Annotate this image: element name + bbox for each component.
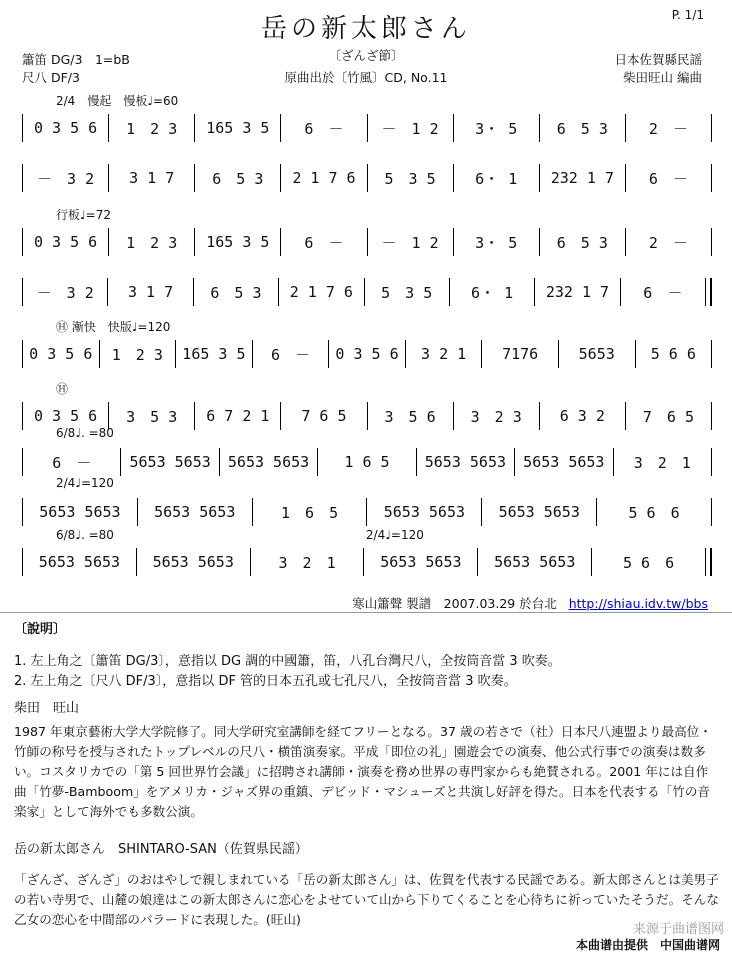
measure: 5653 [578, 345, 615, 363]
score-system-9 [22, 528, 712, 582]
note-item-1: 1. 左上角之〔簫笛 DG/3〕，意指以 DG 調的中國簫，笛，八孔台灣尺八，全按筒音當 3 吹奏。 [14, 654, 561, 669]
measure: 6 5 3 [212, 169, 264, 188]
barline [711, 114, 712, 142]
measure: 5 6 6 [622, 553, 675, 572]
measure-row [22, 402, 712, 430]
barline [711, 498, 712, 526]
measure: 3 5 3 [126, 407, 178, 426]
measure: － 1 2 [381, 119, 439, 138]
measure: 1 2 3 [111, 345, 163, 364]
measure: 0 3 5 6 [335, 345, 399, 363]
song-text: 「ざんざ、ざんざ」のおはやしで親しまれている「岳の新太郎さん」は、佐賀を代表する民謡である。新太郎さんとは美男子の若い寺男で、山麓の娘達はこの新太郎さんに恋心をよせていて山から下りてくることを心待ちに祈っていたそうだ。そんな乙女の恋心を中間部のバラードに表現した。(旺山) [14, 872, 719, 927]
bio-heading: 柴田 旺山 [14, 701, 80, 716]
barline [705, 278, 712, 306]
measure: 3・ 5 [475, 233, 518, 252]
page-number: P. 1/1 [671, 8, 704, 22]
note-item-2: 2. 左上角之〔尺八 DF/3〕，意指以 DF 管的日本五孔或七孔尺八，全按筒音當 3 吹奏。 [14, 674, 517, 689]
measure: 6・ 1 [475, 169, 518, 188]
measure: 5 6 6 [628, 503, 680, 522]
measure: 5653 5653 [227, 453, 310, 471]
tempo-mark: 2/4♩=120 [56, 476, 114, 490]
score-system-4 [22, 272, 712, 312]
notes-heading: 〔說明〕 [14, 622, 67, 637]
measure: 165 3 5 [206, 233, 270, 251]
instrument-1: 簫笛 DG/3 1=bB [22, 52, 130, 67]
origin: 日本佐賀縣民謡 [614, 52, 702, 67]
measure: 3 2 1 [633, 453, 691, 472]
measure: 3 5 6 [384, 407, 436, 426]
measure: 5653 5653 [380, 553, 462, 571]
measure: 6 3 2 [559, 407, 605, 425]
measure: 165 3 5 [206, 119, 270, 137]
measure: 5653 5653 [383, 503, 466, 521]
barline [711, 402, 712, 430]
measure-row [22, 164, 712, 192]
measure: － 3 2 [37, 169, 95, 188]
watermark-site: 来源于曲谱图网 [632, 922, 724, 937]
measure: 5653 5653 [154, 503, 236, 521]
measure: 6 7 2 1 [206, 407, 270, 425]
measure-row [22, 114, 712, 142]
tempo-mark: Ⓗ 漸快 快版♩=120 [56, 320, 171, 334]
score-system-5 [22, 320, 712, 374]
measure: 5653 5653 [38, 553, 121, 571]
measure: 6 5 3 [556, 233, 608, 252]
measure: 5653 5653 [39, 503, 121, 521]
measure: 6 － [52, 453, 92, 472]
measure: 5653 5653 [424, 453, 507, 471]
measure: 6 － [304, 233, 344, 252]
measure-row [22, 448, 712, 476]
measure: 7 6 5 [642, 407, 694, 426]
measure: 3 2 3 [470, 407, 522, 426]
measure: 5 3 5 [381, 283, 433, 302]
measure: 2 1 7 6 [292, 169, 356, 187]
barline [711, 340, 712, 368]
measure-row [22, 340, 712, 368]
divider [0, 612, 732, 613]
subtitle: 〔ざんざ節〕 [328, 48, 404, 63]
measure: 6 － [270, 345, 310, 364]
tempo-mark: 6/8♩. =80 2/4♩=120 [56, 528, 424, 542]
measure-row [22, 498, 712, 526]
score-credit [352, 594, 708, 612]
measure: 3 1 7 [127, 283, 174, 301]
credit-link[interactable]: http://shiau.idv.tw/bbs [568, 596, 708, 611]
measure: 3 1 7 [129, 169, 175, 187]
measure-row [22, 228, 712, 256]
tempo-mark: 2/4 慢起 慢板♩=60 [56, 94, 179, 108]
measure: 5653 5653 [498, 503, 580, 521]
score-system-7 [22, 426, 712, 482]
score-system-6 [22, 382, 712, 436]
measure: 0 3 5 6 [29, 345, 93, 363]
measure: 5 3 5 [384, 169, 436, 188]
arranger: 柴田旺山 編曲 [623, 70, 702, 85]
measure: 0 3 5 6 [33, 119, 98, 137]
tempo-mark: Ⓗ [56, 382, 69, 396]
measure: 6 － [643, 283, 683, 302]
measure: 165 3 5 [182, 345, 246, 363]
measure: 5653 5653 [152, 553, 234, 571]
measure: 0 3 5 6 [33, 407, 98, 425]
source-note: 原曲出於〔竹風〕CD, No.11 [284, 70, 448, 85]
measure: 6 － [648, 169, 688, 188]
measure: 6 － [304, 119, 344, 138]
measure: 1 6 5 [281, 503, 339, 522]
measure: － 3 2 [36, 283, 94, 302]
bio-text: 1987 年東京藝術大学大学院修了。同大学研究室講師を経てフリーとなる。37 歳の若さで（社）日本尺八連盟より最高位・竹師の称号を授与されたトップレベルの尺八・横笛演奏家。平成「即位の礼」園遊会での演奏、他公式行事での演奏は数多い。コスタリカでの「第 5 回世界竹会議」に招聘され講師・演奏を務め世界の専門家からも絶賛される。2001 年には自作曲「竹夢-Bamboom」をアメリカ・ジャズ界の重鎮、デビッド・マシューズと共演し好評を得た。日本を代表する「竹の音楽家」として海外でも多数公演。 [14, 724, 712, 819]
measure: 3 2 1 [278, 553, 336, 572]
measure: 6・ 1 [471, 283, 514, 302]
measure: 7176 [502, 345, 539, 363]
measure: 1 2 3 [126, 119, 178, 138]
page-title: 岳の新太郎さん [260, 14, 471, 44]
measure: 0 3 5 6 [33, 233, 98, 251]
measure: 7 6 5 [301, 407, 347, 425]
score-system-3 [22, 208, 712, 262]
measure: 5653 5653 [523, 453, 605, 471]
measure: 6 5 3 [210, 283, 262, 302]
song-heading: 岳の新太郎さん SHINTARO-SAN（佐賀県民謡） [14, 842, 308, 857]
measure: 6 5 3 [556, 119, 608, 138]
measure: 1 2 3 [126, 233, 178, 252]
measure: 2 － [648, 233, 688, 252]
measure: 5 6 6 [650, 345, 696, 363]
measure: 232 1 7 [550, 169, 614, 187]
credit-text: 寒山簫聲 製譜 2007.03.29 於台北 [352, 596, 557, 611]
measure: 5653 5653 [129, 453, 211, 471]
barline [711, 448, 712, 476]
score-system-1 [22, 94, 712, 148]
measure: 2 1 7 6 [289, 283, 353, 301]
measure-row [22, 548, 712, 576]
barline [705, 548, 712, 576]
measure: 2 － [648, 119, 688, 138]
measure-row [22, 278, 712, 306]
measure: 3・ 5 [475, 119, 518, 138]
tempo-mark: 6/8♩. =80 [56, 426, 114, 440]
measure: 1 6 5 [344, 453, 390, 471]
measure: 232 1 7 [545, 283, 610, 301]
tempo-mark: 行板♩=72 [56, 208, 111, 222]
barline [711, 164, 712, 192]
score-system-2 [22, 158, 712, 198]
measure: － 1 2 [381, 233, 439, 252]
measure: 3 2 1 [421, 345, 467, 363]
measure: 5653 5653 [494, 553, 576, 571]
instrument-2: 尺八 DF/3 [22, 70, 80, 85]
barline [711, 228, 712, 256]
watermark-credit: 本曲谱由提供 中国曲谱网 [575, 938, 720, 952]
